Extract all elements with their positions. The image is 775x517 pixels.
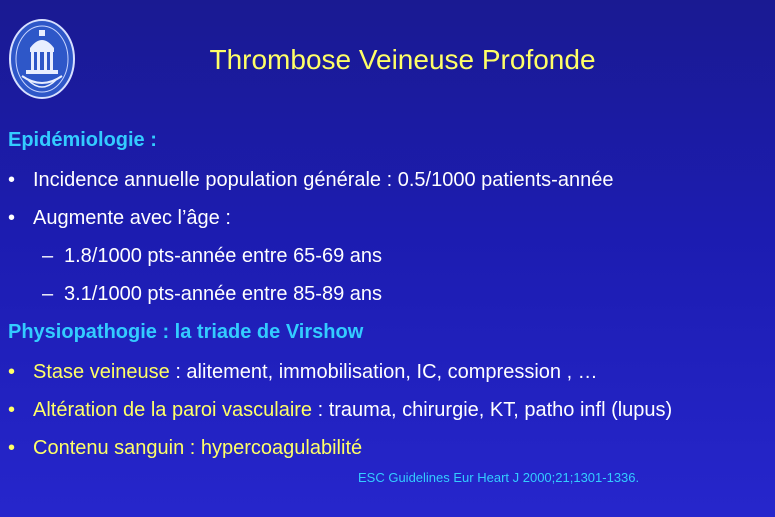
bullet-dot-icon: • [8, 399, 16, 421]
bullet-contenu: • Contenu sanguin : hypercoagulabilité [8, 437, 363, 459]
bullet-dot-icon: • [8, 437, 16, 459]
bullet-dot-icon: • [8, 169, 16, 191]
bullet-dot-icon: • [8, 207, 16, 229]
slide-title: Thrombose Veineuse Profonde [209, 44, 596, 75]
dash-icon: – [42, 245, 54, 267]
section-heading-epidemiologie: Epidémiologie : [8, 129, 157, 151]
sub-bullet-65-69: – 1.8/1000 pts-année entre 65-69 ans [42, 245, 383, 267]
bullet-incidence: • Incidence annuelle population générale : 0.5/1000 patients-année [8, 169, 614, 191]
dash-icon: – [42, 283, 54, 305]
section-heading-physiopathogie: Physiopathogie : la triade de Virshow [8, 321, 364, 343]
sub-bullet-85-89: – 3.1/1000 pts-année entre 85-89 ans [42, 283, 383, 305]
bullet-paroi: • Altération de la paroi vasculaire : trauma, chirurgie, KT, patho infl (lupus) [8, 399, 673, 421]
bullet-dot-icon: • [8, 361, 16, 383]
bullet-age: • Augmente avec l’âge : [8, 207, 231, 229]
bullet-stase: • Stase veineuse : alitement, immobilisation, IC, compression , … [8, 361, 598, 383]
reference-citation: ESC Guidelines Eur Heart J 2000;21;1301-1336. [358, 470, 640, 485]
